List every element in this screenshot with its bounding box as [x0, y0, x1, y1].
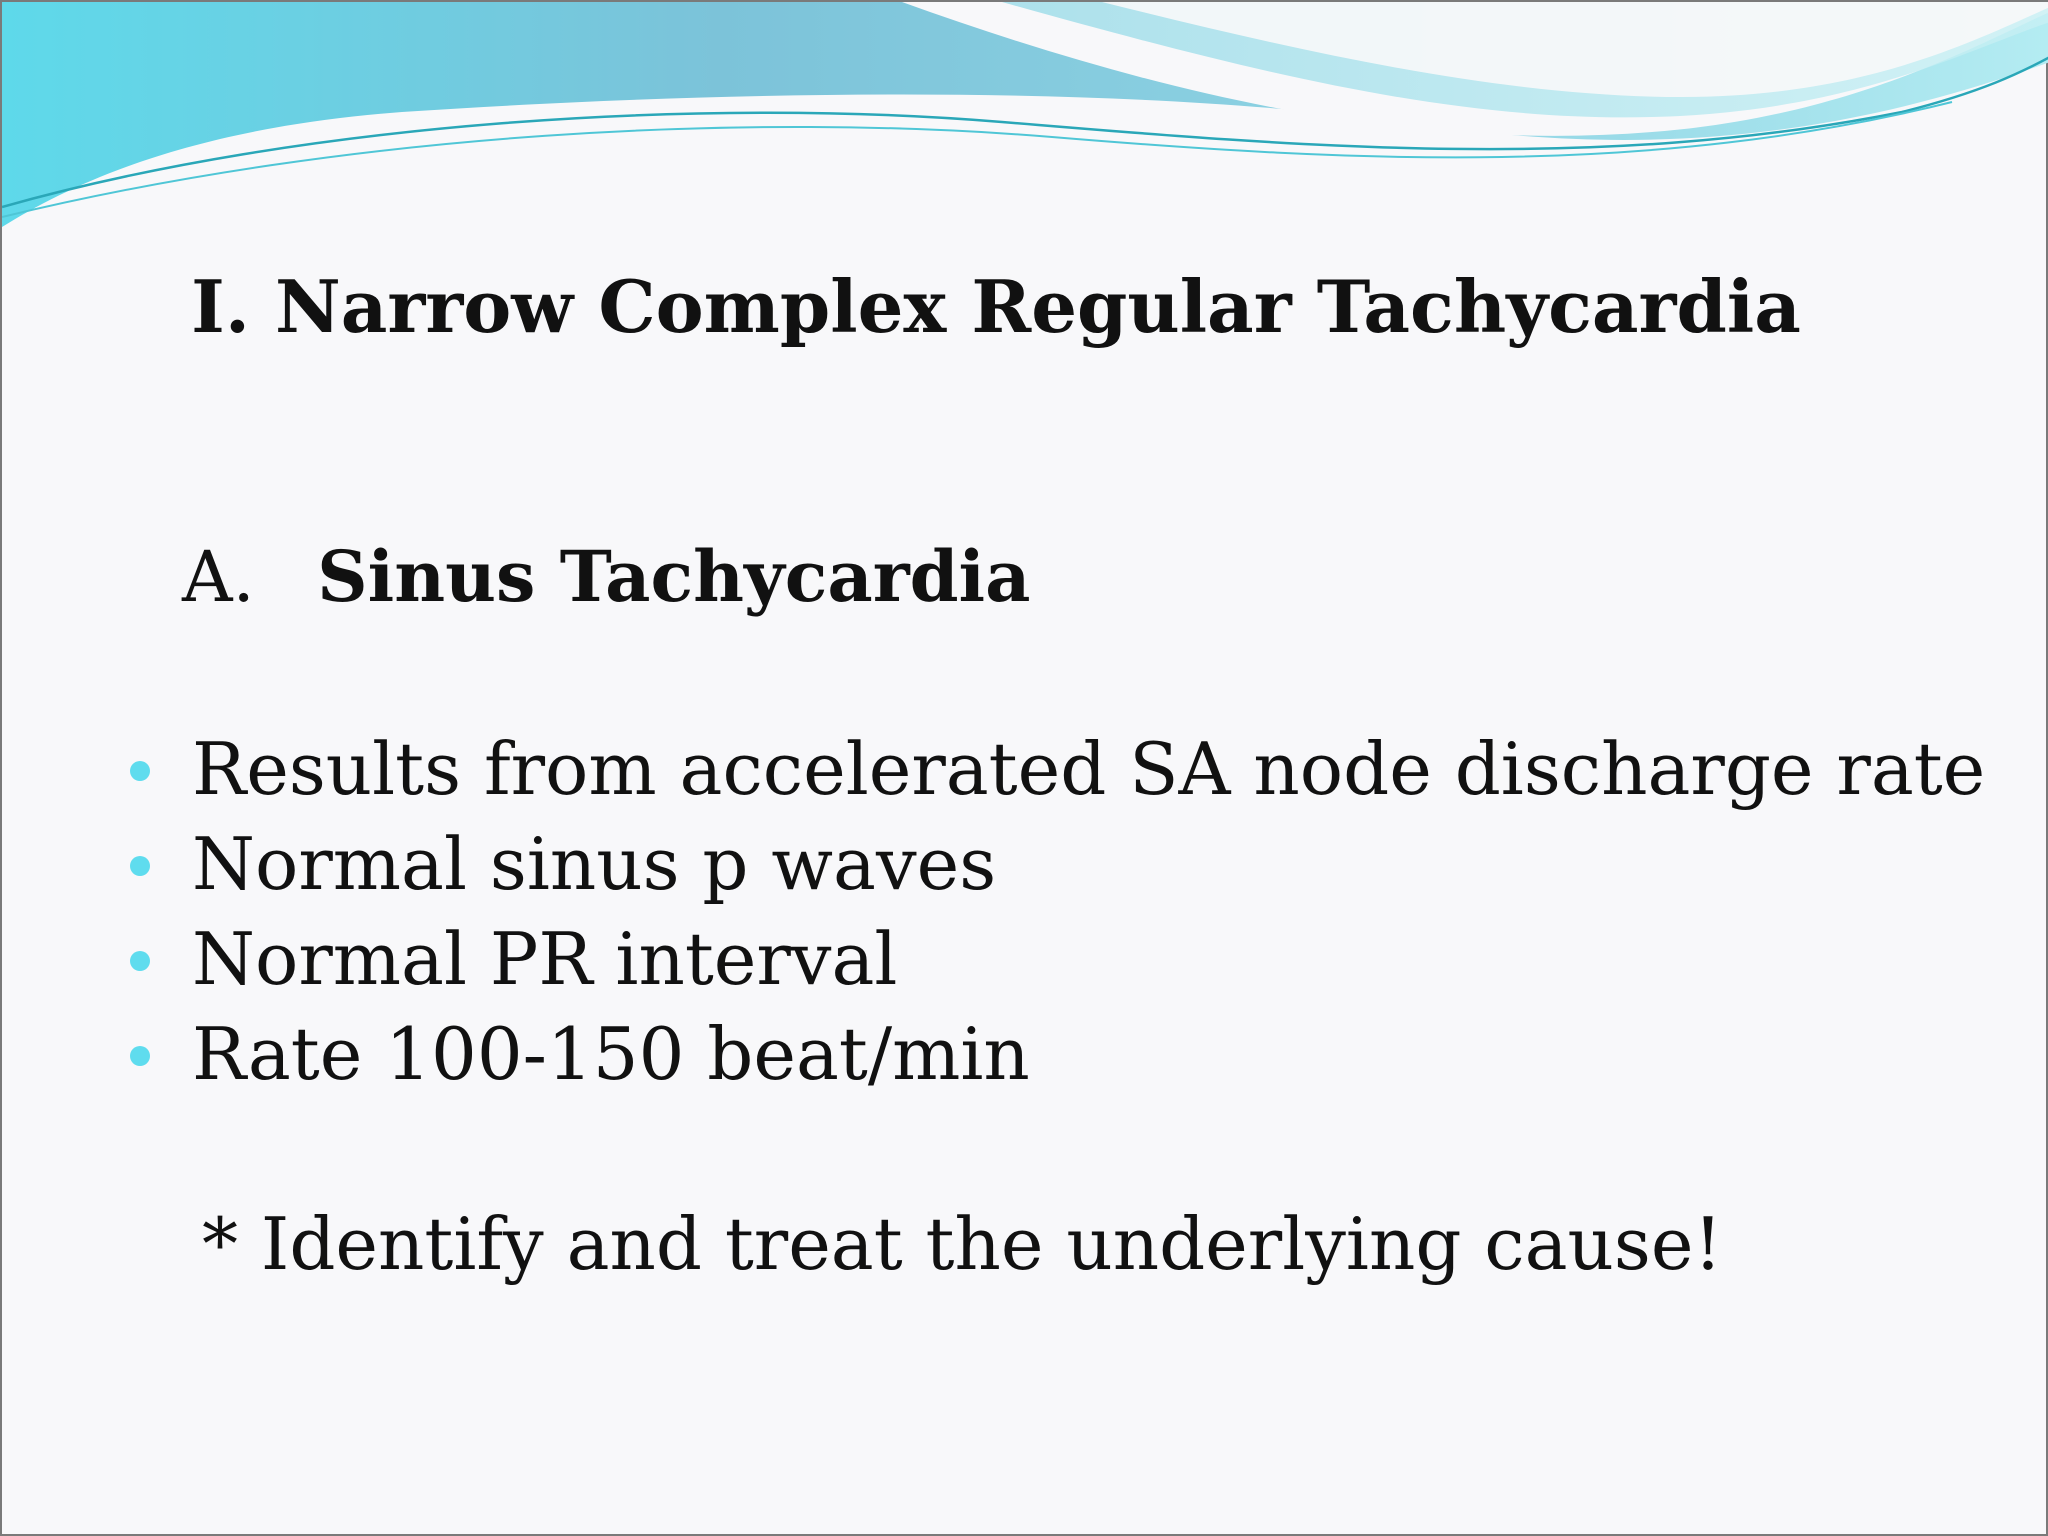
bullet-list [122, 722, 1985, 1102]
slide-title: I. Narrow Complex Regular Tachycardia [191, 264, 1801, 349]
bullet-text: Normal sinus p waves [192, 822, 997, 906]
bullet-text: Rate 100-150 beat/min [192, 1012, 1030, 1096]
note-text: * Identify and treat the underlying cause! [202, 1202, 1723, 1286]
bullet-icon [130, 1046, 150, 1066]
header-wave-decoration [2, 2, 2048, 242]
bullet-icon [130, 761, 150, 781]
bullet-icon [130, 856, 150, 876]
bullet-text: Results from accelerated SA node discharge rate [192, 727, 1986, 811]
section-heading-text: Sinus Tachycardia [317, 535, 1031, 618]
list-item [122, 722, 1985, 817]
list-item [122, 1007, 1985, 1102]
section-marker: A. [182, 536, 255, 618]
list-item [122, 912, 1985, 1007]
bullet-text: Normal PR interval [192, 917, 898, 1001]
bullet-icon [130, 951, 150, 971]
list-item [122, 817, 1985, 912]
section-heading [182, 532, 1030, 622]
